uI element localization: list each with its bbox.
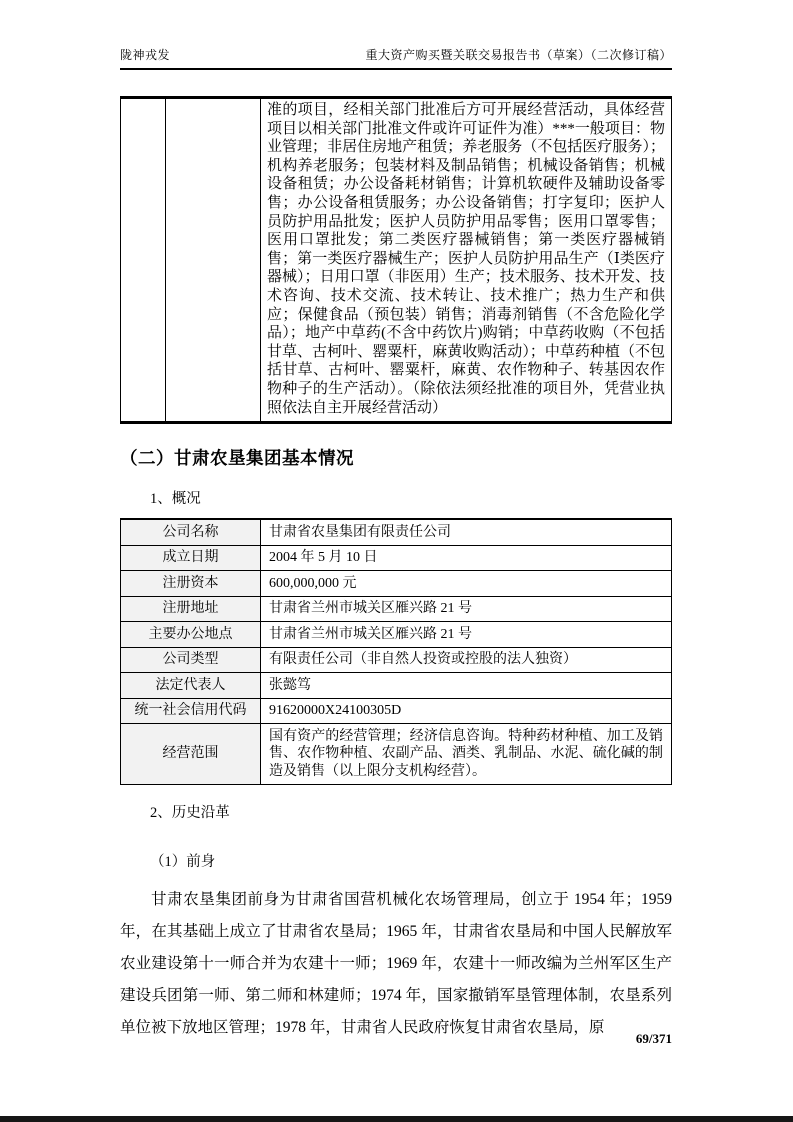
table-row [121, 673, 672, 699]
info-value-cell: 甘肃省兰州市城关区雁兴路 21 号 [261, 622, 672, 648]
info-value-cell: 有限责任公司（非自然人投资或控股的法人独资） [261, 647, 672, 673]
page-bottom-edge [0, 1116, 793, 1122]
info-value-cell: 2004 年 5 月 10 日 [261, 545, 672, 571]
continuation-empty-cell-1 [121, 98, 166, 423]
header-divider [120, 68, 672, 70]
info-label-cell: 注册资本 [121, 571, 261, 597]
table-row [121, 698, 672, 724]
info-label-cell: 经营范围 [121, 724, 261, 785]
table-row [121, 596, 672, 622]
info-label-cell: 公司名称 [121, 519, 261, 545]
info-label-cell: 公司类型 [121, 647, 261, 673]
table-row [121, 622, 672, 648]
info-value-cell: 国有资产的经营管理；经济信息咨询。特种药材种植、加工及销售、农作物种植、农副产品、酒类、乳制品、水泥、硫化碱的制造及销售（以上限分支机构经营）。 [261, 724, 672, 785]
history-paragraph: 甘肃农垦集团前身为甘肃省国营机械化农场管理局，创立于 1954 年；1959 年，在其基础上成立了甘肃省农垦局；1965 年，甘肃省农垦局和中国人民解放军农业建设第十一师合并为农建十一师；1969 年，农建十一师改编为兰州军区生产建设兵团第一师、第二师和林建师；1974 年，国家撤销军垦管理体制，农垦系列单位被下放地区管理；1978 年，甘肃省人民政府恢复甘肃省农垦局，原 [120, 890, 672, 1036]
info-label-cell: 统一社会信用代码 [121, 698, 261, 724]
subsection-history-label: 2、历史沿革 [150, 804, 230, 821]
page-number: 69/371 [635, 1031, 672, 1046]
subsection-predecessor-label: （1）前身 [150, 853, 216, 870]
continuation-empty-cell-2 [166, 98, 261, 423]
table-row [121, 519, 672, 545]
business-scope-text: 准的项目，经相关部门批准后方可开展经营活动，具体经营项目以相关部门批准文件或许可证件为准）***一般项目：物业管理；非居住房地产租赁；养老服务（不包括医疗服务）；机构养老服务；包装材料及制品销售；机械设备销售；机械设备租赁；办公设备耗材销售；计算机软硬件及辅助设备零售；办公设备租赁服务；办公设备销售；打字复印；医护人员防护用品批发；医护人员防护用品零售；医用口罩零售；医用口罩批发；第二类医疗器械销售；第一类医疗器械销售；第一类医疗器械生产；医护人员防护用品生产（Ⅰ类医疗器械）；日用口罩（非医用）生产；技术服务、技术开发、技术咨询、技术交流、技术转让、技术推广；热力生产和供应；保健食品（预包装）销售；消毒剂销售（不含危险化学品）；地产中草药(不含中药饮片)购销；中草药收购（不包括甘草、古柯叶、罂粟杆，麻黄收购活动）；中草药种植（不包括甘草、古柯叶、罂粟杆，麻黄、农作物种子、转基因农作物种子的生产活动）。（除依法须经批准的项目外，凭营业执照依法自主开展经营活动） [261, 98, 672, 423]
info-label-cell: 主要办公地点 [121, 622, 261, 648]
page-header [120, 0, 672, 63]
section-heading: （二）甘肃农垦集团基本情况 [120, 448, 354, 469]
info-label-cell: 成立日期 [121, 545, 261, 571]
info-value-cell: 张懿笃 [261, 673, 672, 699]
info-value-cell: 91620000X24100305D [261, 698, 672, 724]
business-scope-continuation-table [120, 96, 672, 424]
info-value-cell: 600,000,000 元 [261, 571, 672, 597]
header-right-title: 重大资产购买暨关联交易报告书（草案）（二次修订稿） [365, 48, 672, 62]
info-value-cell: 甘肃省兰州市城关区雁兴路 21 号 [261, 596, 672, 622]
table-row [121, 724, 672, 785]
table-row [121, 545, 672, 571]
page-content [120, 0, 672, 1044]
info-value-cell: 甘肃省农垦集团有限责任公司 [261, 519, 672, 545]
info-label-cell: 法定代表人 [121, 673, 261, 699]
table-row [121, 98, 672, 423]
company-info-table [120, 518, 672, 785]
table-row [121, 571, 672, 597]
subsection-overview-label: 1、概况 [150, 491, 201, 508]
info-label-cell: 注册地址 [121, 596, 261, 622]
header-left-title: 陇神戎发 [120, 48, 171, 62]
table-row [121, 647, 672, 673]
